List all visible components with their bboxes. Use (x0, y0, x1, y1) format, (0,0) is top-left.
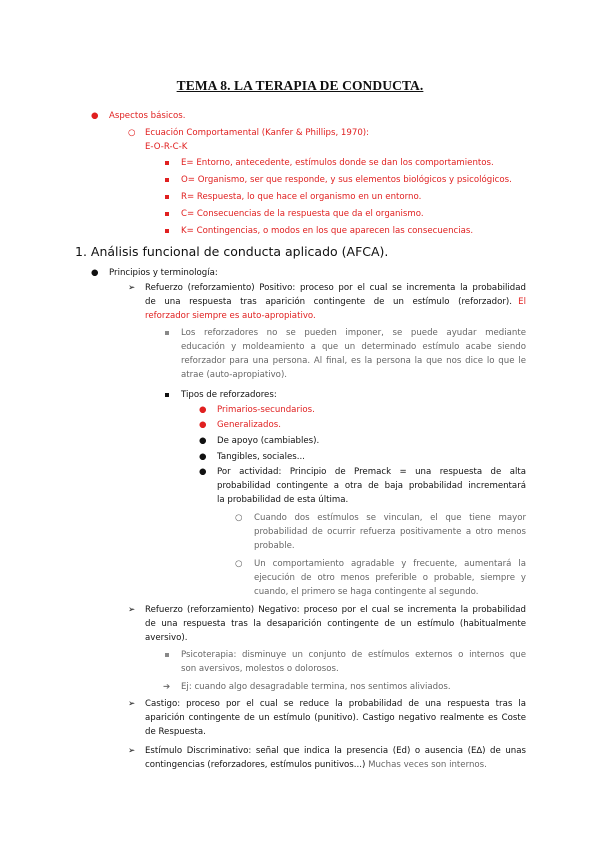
formula-item: O= Organismo, ser que responde, y sus elementos biológicos y psicológicos. (181, 175, 512, 185)
bullet-square-icon (165, 229, 169, 233)
example-note: Ej: cuando algo desagradable termina, nos sentimos aliviados. (181, 682, 451, 692)
premack-text: la probabilidad de esta última. (217, 495, 349, 505)
discriminative-text: Estímulo Discriminativo: señal que indica la presencia (Ed) o ausencia (E∆) de unas (145, 746, 526, 756)
positive-reinforcement-highlight: reforzador siempre es auto-apropiativo. (145, 311, 316, 321)
discriminative-note: Muchas veces son internos. (368, 760, 487, 770)
principles-heading: Principios y terminología: (109, 268, 218, 278)
psychotherapy-note: son aversivos, molestos o dolorosos. (181, 664, 339, 674)
imposed-note: reforzador para una persona. Al final, es la persona la que nos dice lo que le (181, 356, 526, 366)
equation-formula: E-O-R-C-K (145, 142, 188, 152)
premack-note: ejecución de otro menos preferible o probable, siempre y (254, 573, 526, 583)
premack-note: probabilidad de ocurrir refuerza positivamente a otro menos (254, 527, 526, 537)
page-title: TEMA 8. LA TERAPIA DE CONDUCTA. (176, 78, 424, 93)
bullet-circle-icon: ○ (235, 559, 243, 569)
bullet-dot-icon: ● (91, 111, 99, 121)
punishment-text: Castigo: proceso por el cual se reduce la probabilidad de una respuesta tras la (145, 699, 526, 709)
reinforcer-type: Generalizados. (217, 420, 281, 430)
section-heading: 1. Análisis funcional de conducta aplicado (AFCA). (75, 244, 389, 259)
bullet-square-icon (165, 393, 169, 397)
arrow-bullet-icon: ➢ (128, 283, 136, 293)
bullet-dot-icon: ● (199, 420, 207, 430)
arrow-bullet-icon: ➢ (128, 699, 136, 709)
arrow-bullet-icon: ➢ (128, 605, 136, 615)
types-heading: Tipos de reforzadores: (181, 390, 277, 400)
formula-item: K= Contingencias, o modos en los que aparecen las consecuencias. (181, 226, 474, 236)
punishment-text: aparición contingente de un estímulo (punitivo). Castigo negativo realmente es Coste (145, 713, 526, 723)
positive-reinforcement-text: Refuerzo (reforzamiento) Positivo: proceso por el cual se incrementa la probabilidad (145, 283, 526, 293)
reinforcer-type: Primarios-secundarios. (217, 405, 315, 415)
punishment-text: de Respuesta. (145, 727, 206, 737)
discriminative-line (145, 758, 487, 772)
premack-note: cuando, el primero se haga contingente al segundo. (254, 587, 479, 597)
imposed-note: Los reforzadores no se pueden imponer, se puede ayudar mediante (181, 328, 526, 338)
premack-note: Un comportamiento agradable y frecuente, aumentará la (254, 559, 526, 569)
premack-text: Por actividad: Principio de Premack = una respuesta de alta (217, 467, 526, 477)
bullet-dot-icon: ● (91, 268, 99, 278)
positive-reinforcement-highlight: El (518, 297, 526, 307)
formula-item: R= Respuesta, lo que hace el organismo en un entorno. (181, 192, 422, 202)
premack-text: probabilidad contingente a otra de baja probabilidad incrementará (217, 481, 526, 491)
negative-reinforcement-text: de una respuesta tras la desaparición contingente de un estímulo (habitualmente (145, 619, 526, 629)
arrow-right-icon: ➔ (163, 682, 171, 692)
bullet-circle-icon: ○ (235, 513, 243, 523)
reinforcer-type: Tangibles, sociales... (217, 452, 305, 462)
formula-item: C= Consecuencias de la respuesta que da el organismo. (181, 209, 424, 219)
bullet-dot-icon: ● (199, 405, 207, 415)
bullet-dot-icon: ● (199, 436, 207, 446)
bullet-square-icon (165, 161, 169, 165)
bullet-square-icon (165, 178, 169, 182)
negative-reinforcement-text: aversivo). (145, 633, 188, 643)
arrow-bullet-icon: ➢ (128, 746, 136, 756)
discriminative-text: contingencias (reforzadores, estímulos punitivos...) (145, 760, 366, 770)
premack-note: Cuando dos estímulos se vinculan, el que tiene mayor (254, 513, 526, 523)
bullet-dot-icon: ● (199, 467, 207, 477)
positive-reinforcement-line (145, 295, 526, 309)
formula-item: E= Entorno, antecedente, estímulos donde se dan los comportamientos. (181, 158, 494, 168)
bullet-square-icon (165, 331, 169, 335)
equation-label: Ecuación Comportamental (Kanfer & Phillips, 1970): (145, 128, 370, 138)
bullet-square-icon (165, 212, 169, 216)
negative-reinforcement-text: Refuerzo (reforzamiento) Negativo: proceso por el cual se incrementa la probabilidad (145, 605, 526, 615)
psychotherapy-note: Psicoterapia: disminuye un conjunto de estímulos externos o internos que (181, 650, 526, 660)
premack-note: probable. (254, 541, 295, 551)
bullet-circle-icon: ○ (128, 128, 136, 138)
bullet-square-icon (165, 195, 169, 199)
reinforcer-type: De apoyo (cambiables). (217, 436, 320, 446)
bullet-dot-icon: ● (199, 452, 207, 462)
positive-reinforcement-text: de una respuesta tras aparición contingente de un estímulo (reforzador). (145, 297, 512, 307)
basics-heading: Aspectos básicos. (109, 111, 186, 121)
imposed-note: educación y moldeamiento a que un determinado estímulo acabe siendo (181, 342, 526, 352)
bullet-square-icon (165, 653, 169, 657)
imposed-note: atrae (auto-apropiativo). (181, 370, 288, 380)
